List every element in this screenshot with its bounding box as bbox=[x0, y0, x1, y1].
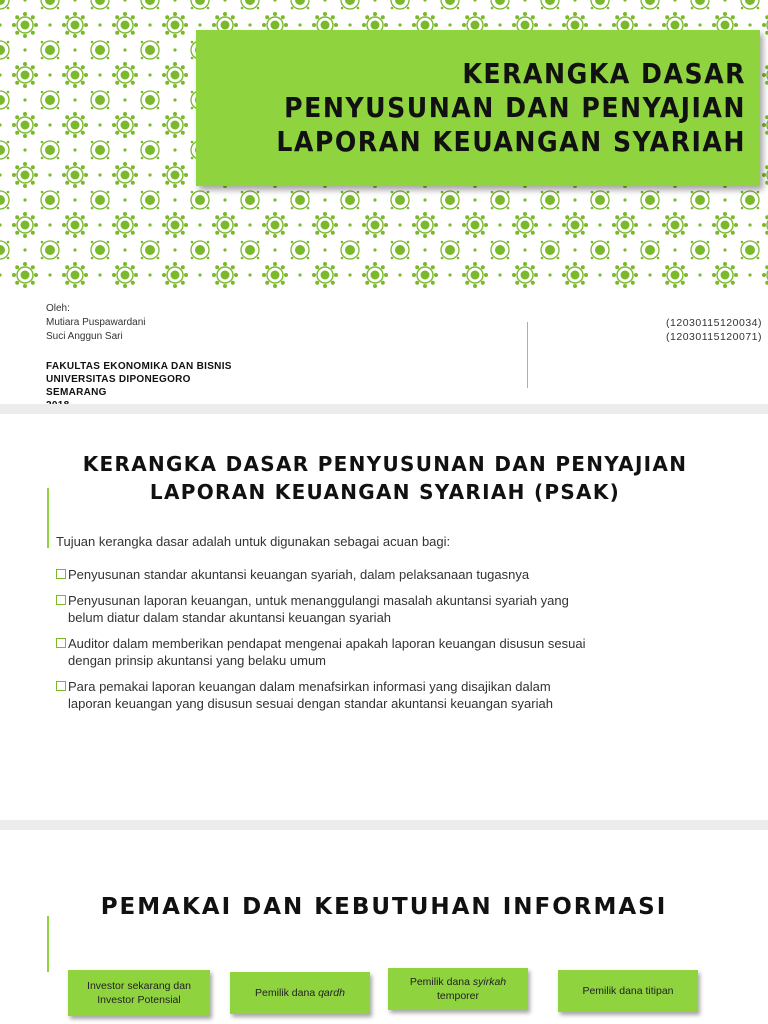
author-ids bbox=[666, 316, 762, 344]
author-id: (12030115120071) bbox=[666, 331, 762, 343]
list-item bbox=[56, 635, 716, 669]
author-id: (12030115120034) bbox=[666, 317, 762, 329]
bullet-line: Penyusunan standar akuntansi keuangan syariah, dalam pelaksanaan tugasnya bbox=[68, 567, 530, 582]
checkbox-bullet-icon bbox=[56, 681, 66, 691]
title-box bbox=[196, 30, 760, 186]
checkbox-bullet-icon bbox=[56, 569, 66, 579]
box-line: Investor Potensial bbox=[97, 994, 181, 1006]
titipan-box bbox=[558, 970, 698, 1012]
title-line: LAPORAN KEUANGAN SYARIAH (PSAK) bbox=[149, 480, 621, 504]
bullet-line: Para pemakai laporan keuangan dalam menafsirkan informasi yang disajikan dalam bbox=[68, 679, 551, 694]
box-line: Investor sekarang dan bbox=[87, 980, 191, 992]
accent-line bbox=[527, 322, 528, 388]
title-line: KERANGKA DASAR PENYUSUNAN DAN PENYAJIAN bbox=[82, 452, 688, 476]
accent-line bbox=[47, 916, 49, 972]
accent-line bbox=[47, 488, 49, 548]
list-item bbox=[56, 592, 716, 626]
psak-slide bbox=[0, 414, 768, 820]
author-name: Mutiara Puspawardani bbox=[46, 317, 146, 328]
title-line: PENYUSUNAN DAN PENYAJIAN bbox=[284, 91, 746, 124]
title-line: KERANGKA DASAR bbox=[462, 57, 746, 90]
by-label: Oleh: bbox=[46, 303, 70, 314]
title-slide bbox=[0, 0, 768, 404]
title-line: LAPORAN KEUANGAN SYARIAH bbox=[276, 125, 746, 158]
bullet-line: Auditor dalam memberikan pendapat mengenai apakah laporan keuangan disusun sesuai bbox=[68, 636, 586, 651]
author-name: Suci Anggun Sari bbox=[46, 331, 123, 342]
faculty-line: FAKULTAS EKONOMIKA DAN BISNIS bbox=[46, 361, 232, 372]
box-italic: qardh bbox=[318, 987, 345, 999]
author-info bbox=[46, 302, 146, 344]
slide-title bbox=[276, 57, 746, 159]
box-text: Pemilik dana bbox=[409, 976, 473, 988]
slide-divider bbox=[0, 820, 768, 830]
slide-title bbox=[60, 450, 710, 506]
faculty-line: UNIVERSITAS DIPONEGORO bbox=[46, 374, 191, 385]
box-line: temporer bbox=[436, 990, 479, 1002]
list-item bbox=[56, 566, 716, 583]
slide-title: PEMAKAI DAN KEBUTUHAN INFORMASI bbox=[100, 894, 668, 920]
box-text: Pemilik dana bbox=[255, 987, 319, 999]
list-item bbox=[56, 678, 716, 712]
checkbox-bullet-icon bbox=[56, 638, 66, 648]
bullet-line: Penyusunan laporan keuangan, untuk menanggulangi masalah akuntansi syariah yang bbox=[68, 593, 569, 608]
bullet-line: laporan keuangan yang disusun sesuai dengan standar akuntansi keuangan syariah bbox=[68, 696, 553, 711]
qardh-box bbox=[230, 972, 370, 1014]
user-boxes bbox=[0, 966, 768, 1022]
checkbox-bullet-icon bbox=[56, 595, 66, 605]
slide-divider bbox=[0, 404, 768, 414]
faculty-line: SEMARANG bbox=[46, 387, 107, 398]
box-text: Pemilik dana titipan bbox=[582, 985, 674, 997]
syirkah-box bbox=[388, 968, 528, 1010]
investor-box bbox=[68, 970, 210, 1016]
users-slide bbox=[0, 830, 768, 1024]
bullet-line: dengan prinsip akuntansi yang belaku umum bbox=[68, 653, 327, 668]
bullet-list bbox=[56, 566, 716, 721]
box-italic: syirkah bbox=[472, 976, 507, 988]
bullet-line: belum diatur dalam standar akuntansi keuangan syariah bbox=[68, 610, 392, 625]
intro-text: Tujuan kerangka dasar adalah untuk digunakan sebagai acuan bagi: bbox=[56, 534, 451, 549]
